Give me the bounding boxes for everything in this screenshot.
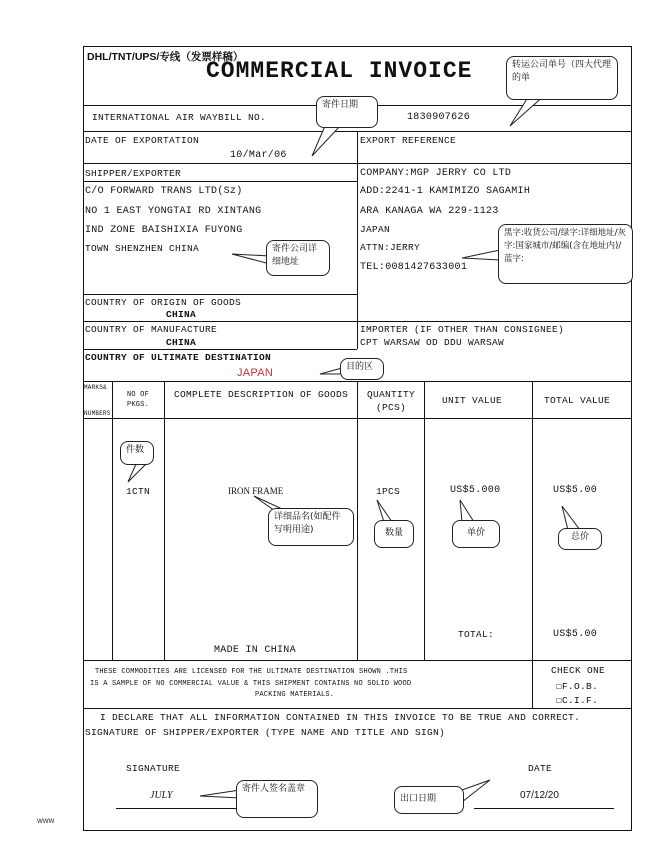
- consignee-line-3: ARA KANAGA WA 229-1123: [360, 206, 499, 217]
- annotation-ship-date: 寄件日期: [316, 96, 378, 128]
- manufacture-label: COUNTRY OF MANUFACTURE: [85, 324, 218, 335]
- pointer-export-date: [462, 780, 490, 802]
- shipper-line-3: IND ZONE BAISHIXIA FUYONG: [85, 225, 243, 236]
- header-qty: QUANTITY (PCS): [366, 389, 415, 413]
- license-line-3: PACKING MATERIALS.: [255, 691, 335, 699]
- pointer-unit-price: [460, 500, 474, 522]
- destination-value: JAPAN: [237, 367, 274, 379]
- page-title: COMMERCIAL INVOICE: [206, 58, 473, 84]
- annotation-pieces: 件数: [120, 441, 154, 465]
- pointer-pieces: [128, 464, 146, 482]
- annotation-total-price: 总价: [558, 528, 602, 550]
- header-numbers: NUMBERS: [84, 410, 111, 417]
- export-date-value: 10/Mar/06: [230, 150, 287, 161]
- total-label: TOTAL:: [458, 629, 495, 640]
- annotation-description: 详细品名(如配件写明用途): [268, 508, 354, 546]
- license-line-1: THESE COMMODITIES ARE LICENSED FOR THE ULTIMATE DESTINATION SHOWN .THIS: [95, 668, 408, 676]
- header-pkgs: NO OF PKGS.: [126, 391, 149, 409]
- check-fob[interactable]: ☐F.O.B.: [556, 681, 599, 692]
- declaration-line-1: I DECLARE THAT ALL INFORMATION CONTAINED IN THIS INVOICE TO BE TRUE AND CORRECT.: [100, 712, 581, 723]
- date-label: DATE: [528, 763, 553, 774]
- export-reference-label: EXPORT REFERENCE: [360, 135, 457, 146]
- pointer-signer: [200, 790, 240, 798]
- consignee-line-4: JAPAN: [360, 224, 391, 235]
- header-unit: UNIT VALUE: [442, 395, 503, 406]
- pointer-quantity: [377, 500, 392, 522]
- manufacture-value: CHINA: [166, 337, 197, 348]
- row-pkgs: 1CTN: [126, 486, 151, 497]
- annotation-shipper-addr: 寄件公司详细地址: [266, 240, 330, 276]
- consignee-line-1: COMPANY:MGP JERRY CO LTD: [360, 168, 512, 179]
- waybill-number: 1830907626: [407, 112, 471, 123]
- row-unit: US$5.000: [450, 485, 501, 496]
- header-total: TOTAL VALUE: [544, 395, 611, 406]
- made-in: MADE IN CHINA: [214, 645, 296, 656]
- annotation-unit-price: 单价: [452, 520, 500, 548]
- pointer-consignee: [462, 250, 500, 260]
- date-value: 07/12/20: [520, 790, 559, 801]
- pointer-shipper-addr: [232, 254, 270, 264]
- export-date-label: DATE OF EXPORTATION: [85, 135, 200, 146]
- footer-mark: www: [37, 816, 55, 825]
- annotation-export-date: 出口日期: [394, 786, 464, 814]
- shipper-label: SHIPPER/EXPORTER: [85, 168, 182, 179]
- header-desc: COMPLETE DESCRIPTION OF GOODS: [173, 389, 349, 400]
- consignee-line-5: ATTN:JERRY: [360, 242, 421, 253]
- importer-value: CPT WARSAW OD DDU WARSAW: [360, 337, 505, 348]
- shipper-line-4: TOWN SHENZHEN CHINA: [85, 243, 200, 254]
- importer-label: IMPORTER (IF OTHER THAN CONSIGNEE): [360, 324, 565, 335]
- destination-label: COUNTRY OF ULTIMATE DESTINATION: [85, 352, 272, 363]
- header-marks: MARKS&: [84, 384, 107, 391]
- shipper-line-1: C/O FORWARD TRANS LTD(Sz): [85, 186, 243, 197]
- row-desc: IRON FRAME: [228, 486, 284, 496]
- shipper-line-2: NO 1 EAST YONGTAI RD XINTANG: [85, 206, 262, 217]
- pointer-destination: [320, 368, 342, 374]
- origin-value: CHINA: [166, 309, 197, 320]
- pointer-ship-date: [312, 126, 340, 156]
- license-line-2: IS A SAMPLE OF NO COMMERCIAL VALUE & THIS SHIPMENT CONTAINS NO SOLID WOOD: [90, 680, 412, 688]
- declaration-line-2: SIGNATURE OF SHIPPER/EXPORTER (TYPE NAME AND TITLE AND SIGN): [85, 727, 446, 738]
- brand-line: DHL/TNT/UPS/专线（发票样稿）: [87, 51, 244, 63]
- origin-label: COUNTRY OF ORIGIN OF GOODS: [85, 297, 242, 308]
- annotation-destination: 目的区: [340, 358, 384, 380]
- annotation-consignee: 黑字:收货公司/绿字:详细地址/灰字:国家城市/邮编(含在地址内)/蓝字:: [498, 224, 633, 284]
- signature-value: JULY: [150, 790, 173, 801]
- row-qty: 1PCS: [376, 486, 401, 497]
- signature-label: SIGNATURE: [126, 763, 181, 774]
- annotation-quantity: 数量: [374, 520, 414, 548]
- check-cif[interactable]: ☐C.I.F.: [556, 695, 599, 706]
- annotation-signer: 寄件人签名盖章: [236, 780, 318, 818]
- consignee-line-2: ADD:2241-1 KAMIMIZO SAGAMIH: [360, 186, 531, 197]
- consignee-line-6: TEL:0081427633001: [360, 262, 468, 273]
- waybill-label: INTERNATIONAL AIR WAYBILL NO.: [92, 112, 267, 123]
- annotation-carrier: 转运公司单号（四大代理的单: [506, 56, 618, 100]
- check-label: CHECK ONE: [551, 665, 606, 676]
- row-total: US$5.00: [553, 485, 598, 496]
- total-value: US$5.00: [553, 629, 598, 640]
- pointer-total-price: [562, 506, 580, 530]
